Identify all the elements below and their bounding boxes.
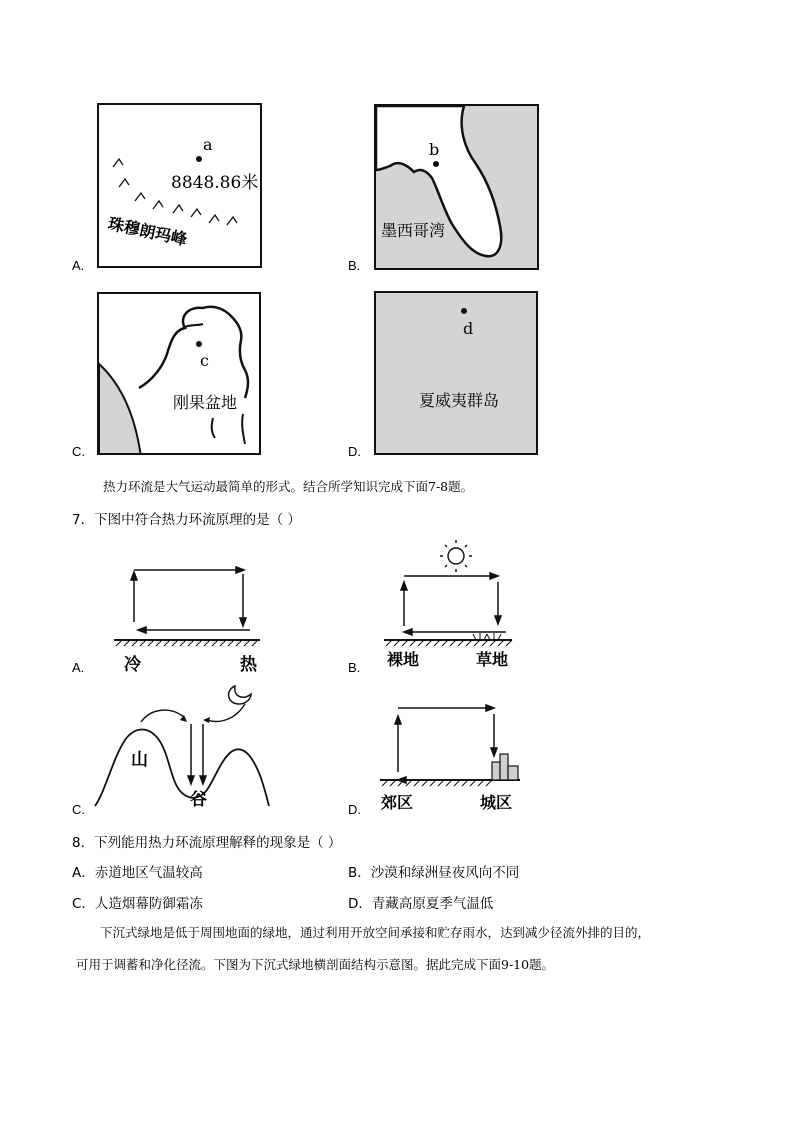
point-a-label: a: [203, 135, 213, 154]
q7-diagram-b: [380, 540, 520, 650]
q7c-mountain-label: 山: [131, 750, 148, 770]
q7a-cold-label: 冷: [124, 655, 141, 675]
q7-option-a-letter[interactable]: A.: [72, 660, 85, 675]
point-b-label: b: [429, 140, 440, 159]
q7c-valley-label: 谷: [190, 790, 207, 810]
q7a-hot-label: 热: [240, 655, 257, 675]
congo-basin-label: 刚果盆地: [173, 393, 238, 412]
q7b-grassland-label: 草地: [476, 650, 509, 669]
q7d-urban-label: 城区: [480, 793, 513, 812]
q8-option-c[interactable]: C．人造烟幕防御霜冻: [72, 896, 203, 912]
map-b: [374, 104, 539, 270]
intro-9-10-line1: 下沉式绿地是低于周围地面的绿地，通过利用开放空间承接和贮存雨水，达到减少径流外排的目的，: [100, 925, 651, 940]
q8-option-b[interactable]: B．沙漠和绿洲昼夜风向不同: [348, 865, 520, 881]
q7-diagram-c: [95, 682, 275, 812]
q6-option-b-letter[interactable]: B.: [348, 258, 361, 273]
q6-option-d-letter[interactable]: D.: [348, 444, 361, 459]
q8-option-a[interactable]: A．赤道地区气温较高: [72, 865, 203, 881]
intro-9-10-line2: 可用于调蓄和净化径流。下图为下沉式绿地横剖面结构示意图。据此完成下面9-10题。: [76, 957, 555, 972]
point-d-label: d: [463, 319, 474, 338]
q7-diagram-a: [110, 560, 260, 660]
q8-option-d[interactable]: D．青藏高原夏季气温低: [348, 896, 494, 912]
q7-diagram-d: [380, 700, 530, 800]
q7-option-b-letter[interactable]: B.: [348, 660, 361, 675]
map-c: [97, 292, 261, 455]
q8-stem: 8．下列能用热力环流原理解释的现象是（ ）: [72, 835, 342, 851]
q7b-bare-land-label: 裸地: [387, 650, 420, 669]
city-buildings-icon: [492, 754, 518, 780]
q7-option-c-letter[interactable]: C.: [72, 802, 85, 817]
hawaii-label: 夏威夷群岛: [419, 391, 500, 410]
map-d: [374, 291, 538, 455]
q7-stem: 7．下图中符合热力环流原理的是（ ）: [72, 512, 301, 528]
q6-option-a-letter[interactable]: A.: [72, 258, 85, 273]
everest-height-label: 8848.86米: [171, 173, 259, 193]
map-a: [97, 103, 262, 268]
point-c-label: c: [200, 351, 209, 370]
q6-option-c-letter[interactable]: C.: [72, 444, 85, 459]
sun-icon: [440, 540, 472, 572]
intro-7-8: 热力环流是大气运动最简单的形式。结合所学知识完成下面7-8题。: [103, 479, 474, 494]
q7d-suburb-label: 郊区: [381, 793, 414, 812]
q7-option-d-letter[interactable]: D.: [348, 802, 361, 817]
gulf-name-label: 墨西哥湾: [381, 221, 446, 240]
everest-name-label: 珠穆朗玛峰: [106, 213, 189, 250]
moon-icon: [229, 686, 251, 704]
